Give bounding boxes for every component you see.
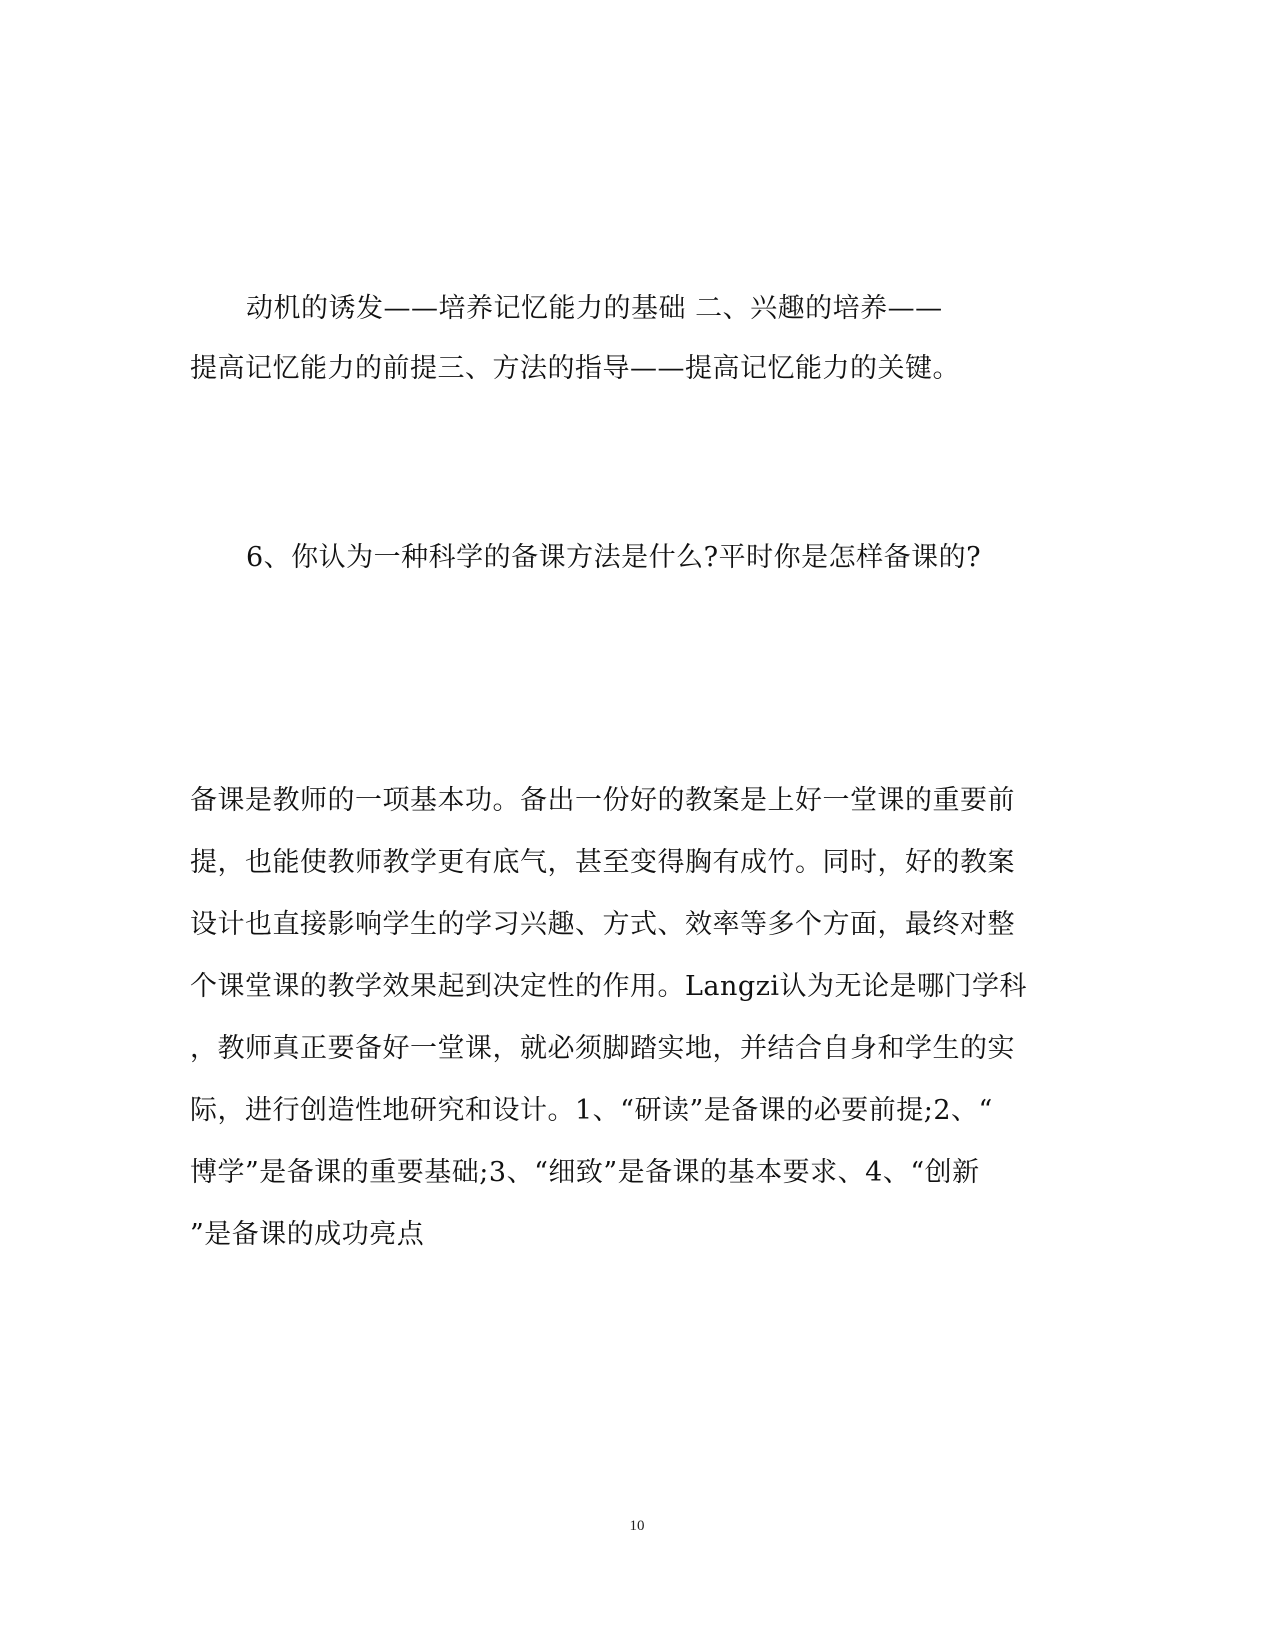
answer-line: 个课堂课的教学效果起到决定性的作用。Langzi认为无论是哪门学科 <box>190 971 1028 1002</box>
question-line: 6、你认为一种科学的备课方法是什么?平时你是怎样备课的? <box>246 542 982 573</box>
page-number: 10 <box>629 1518 645 1534</box>
paragraph-line: 提高记忆能力的前提三、方法的指导——提高记忆能力的关键。 <box>190 353 960 384</box>
answer-line: 备课是教师的一项基本功。备出一份好的教案是上好一堂课的重要前 <box>190 785 1015 816</box>
answer-line: ”是备课的成功亮点 <box>190 1219 425 1250</box>
answer-line: 际，进行创造性地研究和设计。1、“研读”是备课的必要前提;2、“ <box>190 1095 993 1126</box>
answer-line: ，教师真正要备好一堂课，就必须脚踏实地，并结合自身和学生的实 <box>190 1033 1015 1064</box>
answer-line: 设计也直接影响学生的学习兴趣、方式、效率等多个方面，最终对整 <box>190 909 1015 940</box>
answer-line: 博学”是备课的重要基础;3、“细致”是备课的基本要求、4、“创新 <box>190 1157 980 1188</box>
paragraph-line: 动机的诱发——培养记忆能力的基础 二、兴趣的培养—— <box>246 293 943 324</box>
answer-line: 提，也能使教师教学更有底气，甚至变得胸有成竹。同时，好的教案 <box>190 847 1015 878</box>
